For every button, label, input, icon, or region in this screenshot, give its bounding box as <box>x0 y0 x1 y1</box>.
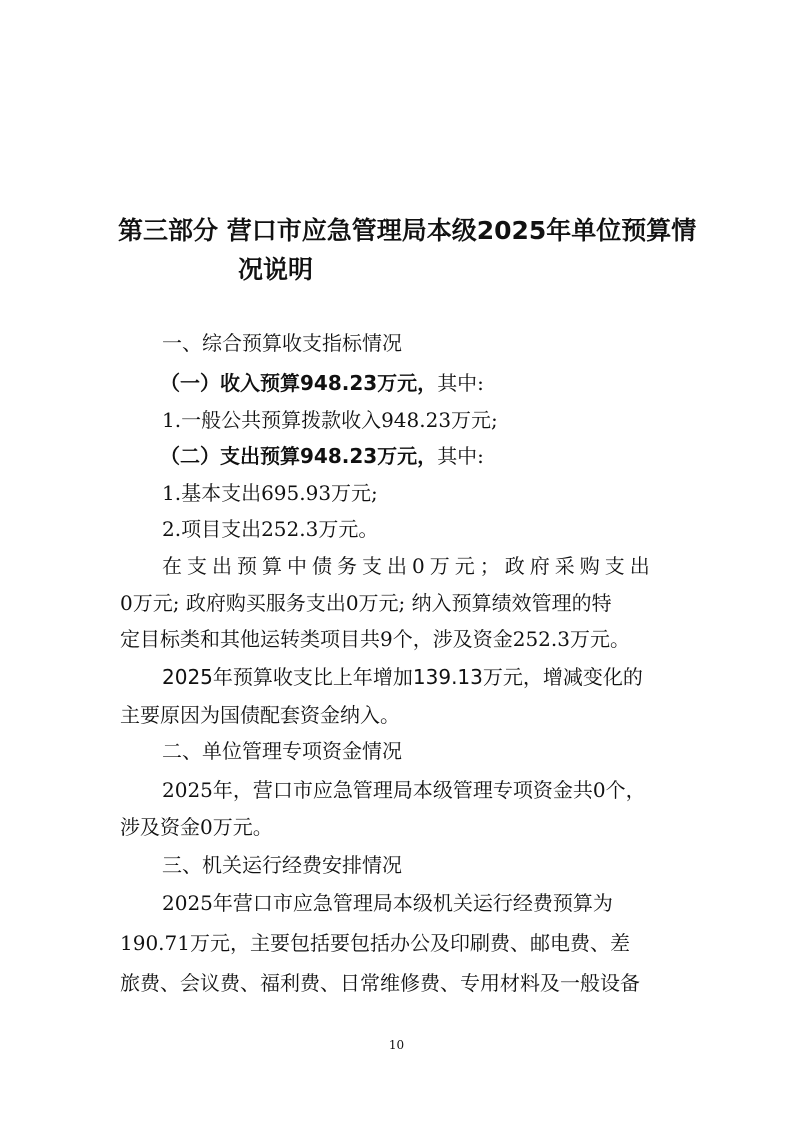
income-budget-line <box>160 368 484 398</box>
section3-heading: 三、机关运行经费安排情况 <box>162 853 402 877</box>
budget-change-line-1: 2025年预算收支比上年增加139.13万元，增减变化的 <box>162 665 643 689</box>
page-number: 10 <box>388 1038 405 1052</box>
income-budget-rest: 其中: <box>437 371 484 395</box>
page-title-continuation: 况说明 <box>238 255 314 284</box>
operating-funds-line-3: 旅费、会议费、福利费、日常维修费、专用材料及一般设备 <box>120 971 640 995</box>
budget-change-line-2: 主要原因为国债配套资金纳入。 <box>120 703 400 727</box>
operating-funds-line-2: 190.71万元，主要包括要包括办公及印刷费、邮电费、差 <box>120 931 630 955</box>
special-funds-line-1: 2025年，营口市应急管理局本级管理专项资金共0个， <box>162 778 646 802</box>
expense-detail-line-1: 在支出预算中债务支出0万元；政府采购支出 <box>162 554 655 578</box>
special-funds-line-2: 涉及资金0万元。 <box>120 815 273 839</box>
expense-detail-line-3: 定目标类和其他运转类项目共9个，涉及资金252.3万元。 <box>120 627 630 651</box>
expense-budget-rest: 其中: <box>437 444 484 468</box>
expense-detail-line-2: 0万元; 政府购买服务支出0万元; 纳入预算绩效管理的特 <box>120 591 612 615</box>
income-budget-bold: （一）收入预算948.23万元， <box>160 371 438 395</box>
expense-item-1: 1.基本支出695.93万元; <box>162 481 378 505</box>
operating-funds-line-1: 2025年营口市应急管理局本级机关运行经费预算为 <box>162 891 613 915</box>
section1-heading: 一、综合预算收支指标情况 <box>162 331 402 355</box>
expense-budget-line <box>160 441 484 471</box>
expense-item-2: 2.项目支出252.3万元。 <box>162 517 379 541</box>
page-title: 第三部分 营口市应急管理局本级2025年单位预算情 <box>118 216 697 245</box>
section2-heading: 二、单位管理专项资金情况 <box>162 739 402 763</box>
expense-budget-bold: （二）支出预算948.23万元， <box>160 444 438 468</box>
income-item-1: 1.一般公共预算拨款收入948.23万元; <box>162 408 498 432</box>
